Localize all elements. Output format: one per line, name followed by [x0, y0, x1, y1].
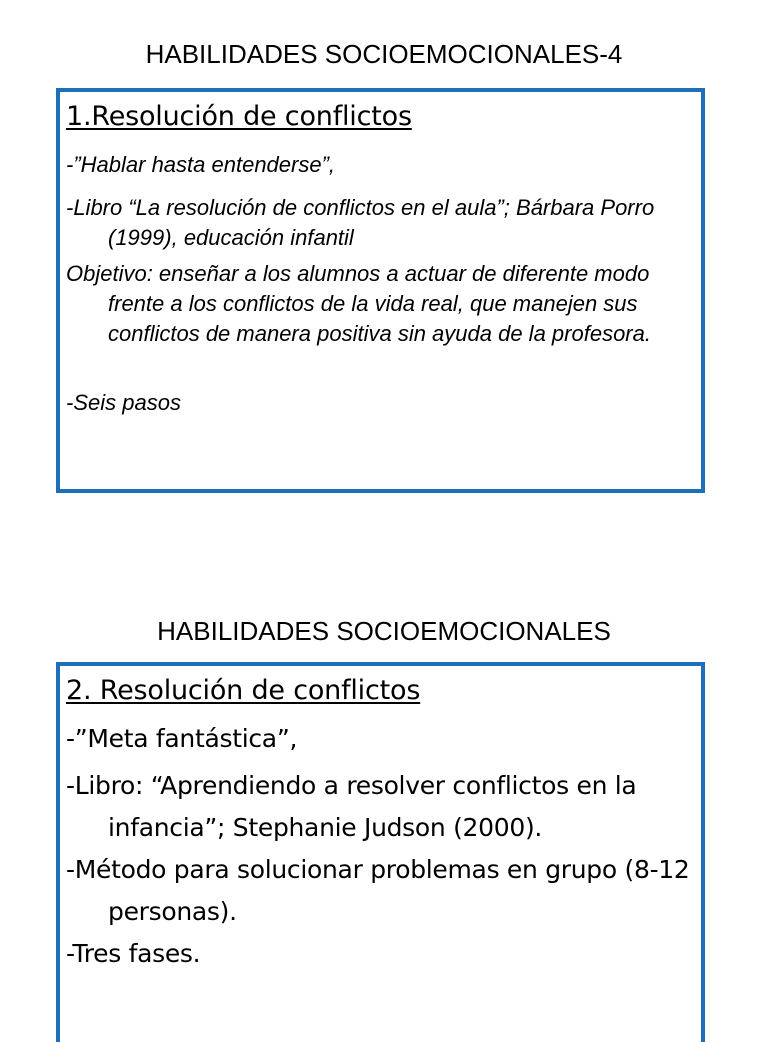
- slide-2-title: HABILIDADES SOCIOEMOCIONALES: [157, 616, 611, 646]
- slide-2-paragraph-3: -Método para solucionar problemas en grupo (8-12 personas).: [66, 855, 690, 926]
- slide-1-heading: 1.Resolución de conflictos: [66, 101, 412, 132]
- slide-2-content-box: [56, 662, 705, 1042]
- slide-1-paragraph-3: Objetivo: enseñar a los alumnos a actuar de diferente modo frente a los conflictos de la vida real, que manejen sus conflictos de manera positiva sin ayuda de la profesora.: [66, 261, 651, 346]
- slide-1-paragraph-1: -”Hablar hasta entenderse”,: [66, 152, 336, 177]
- slide-2-paragraph-2: -Libro: “Aprendiendo a resolver conflictos en la infancia”; Stephanie Judson (2000).: [66, 771, 637, 842]
- slide-2-heading: 2. Resolución de conflictos: [66, 675, 421, 706]
- slide-2-paragraph-1: -”Meta fantástica”,: [66, 724, 298, 753]
- slide-1-paragraph-4: -Seis pasos: [66, 390, 181, 415]
- slide-2-paragraph-4: -Tres fases.: [66, 939, 201, 968]
- slide-1-content-box: [56, 88, 705, 493]
- slide-1-paragraph-2: -Libro “La resolución de conflictos en el aula”; Bárbara Porro (1999), educación infantil: [66, 195, 655, 250]
- slide-1-title: HABILIDADES SOCIOEMOCIONALES-4: [145, 39, 623, 69]
